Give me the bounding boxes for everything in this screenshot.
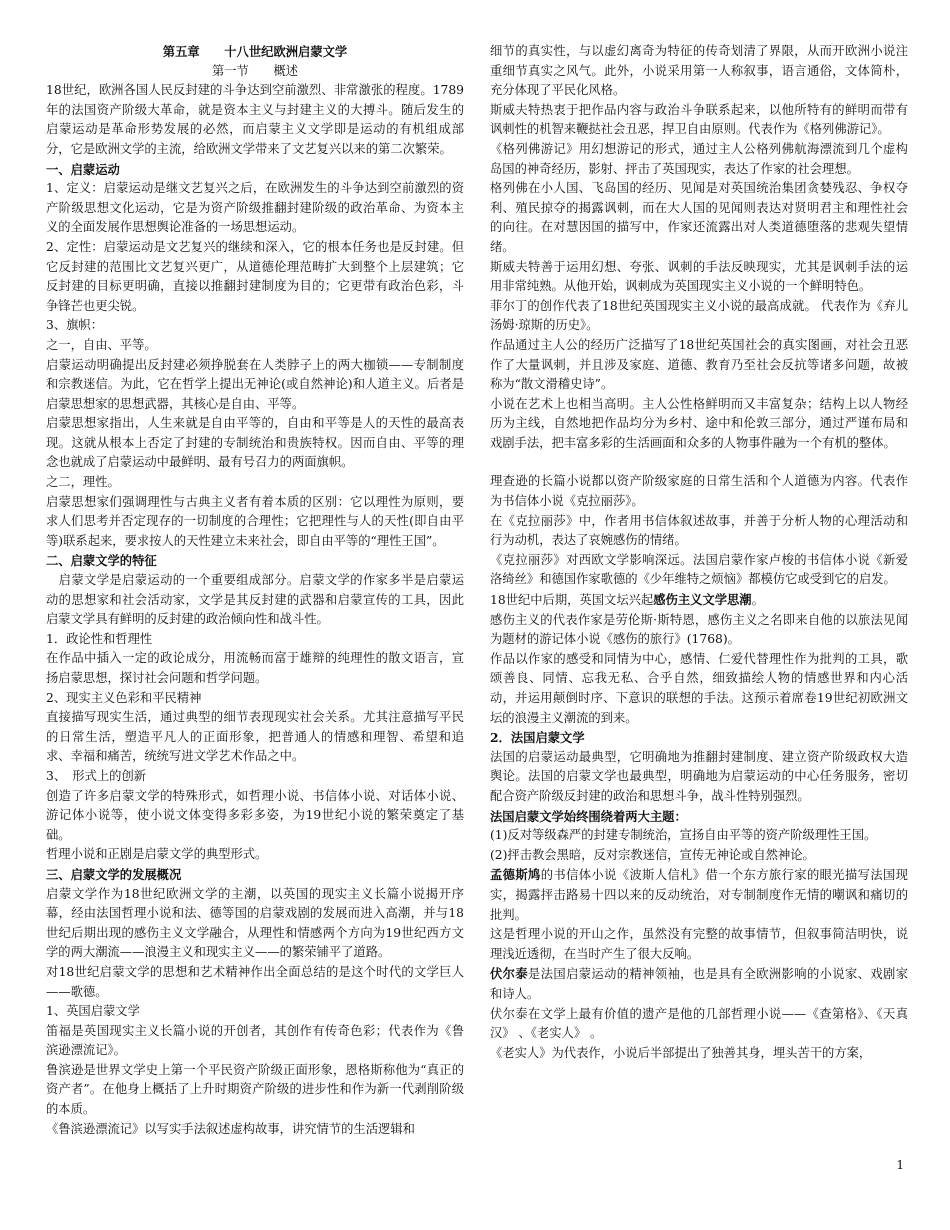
paragraph: 3、 形式上的创新: [46, 768, 147, 783]
paragraph: 启蒙运动明确提出反封建必须挣脱套在人类脖子上的两大枷锁——专制制度和宗教迷信。为此，它在哲学上提出无神论(或自然神论)和人道主义。后者是启蒙思想家的思想武器，其核心是自由、平等。: [46, 357, 464, 411]
paragraph: 1．政论性和哲理性: [46, 631, 153, 646]
paragraph: 感伤主义的代表作家是劳伦斯·斯特恩，感伤主义之名即来自他的以旅法见闻为题材的游记体小说《感伤的旅行》(1768)。: [490, 612, 908, 647]
heading: 二、启蒙文学的特征: [46, 553, 157, 569]
chapter-title: 第五章 十八世纪欧洲启蒙文学: [162, 44, 348, 59]
sentiment-prefix: 18世纪中后期，英国文坛兴起: [490, 593, 654, 608]
paragraph: 1、英国启蒙文学: [46, 1004, 140, 1019]
paragraph: 这是哲理小说的开山之作，虽然没有完整的故事情节，但叙事简洁明快，说理浅近透彻，在当时产生了很大反响。: [490, 927, 908, 961]
paragraph: 创造了许多启蒙文学的特殊形式，如哲理小说、书信体小说、对话体小说、游记体小说等，使小说文体变得多彩多姿，为19世纪小说的繁荣奠定了基础。: [46, 788, 464, 842]
paragraph: 小说在艺术上也相当高明。主人公性格鲜明而又丰富复杂；结构上以人物经历为主线，自然地把作品均分为乡村、途中和伦敦三部分，通过严谨布局和戏剧手法，把丰富多彩的生活画面和众多的人物事件融为一个有机的整体。: [490, 396, 908, 450]
paragraph: (1)反对等级森严的封建专制统治，宣扬自由平等的资产阶级理性王国。: [490, 828, 877, 843]
paragraph: 细节的真实性，与以虚幻离奇为特征的传奇划清了界限，从而开欧洲小说注重细节真实之风气。此外，小说采用第一人称叙事，语言通俗，文体简朴，充分体现了平民化风格。: [490, 44, 908, 98]
paragraph: 启蒙思想家指出，人生来就是自由平等的，自由和平等是人的天性的最高表现。这就从根本上否定了封建的专制统治和贵族特权。因而自由、平等的理念也就成了启蒙运动中最鲜明、最有号召力的两面旗帜。: [46, 416, 464, 470]
paragraph: 18世纪，欧洲各国人民反封建的斗争达到空前激烈、非常激张的程度。1789年的法国资产阶级大革命，就是资本主义与封建主义的大搏斗。随后发生的启蒙运动是革命形势发展的必然，而启蒙主义文学即是运动的有机组成部分，它是欧洲文学的主流，给欧洲文学带来了文艺复兴以来的第二次繁荣。: [46, 83, 464, 156]
paragraph: 作品通过主人公的经历广泛描写了18世纪英国社会的真实图画，对社会丑恶作了大量讽刺，并且涉及家庭、道德、教育乃至社会反抗等诸多问题，故被称为“散文滑稽史诗”。: [490, 337, 908, 392]
paragraph: 3、旗帜：: [46, 318, 104, 333]
heading: 三、启蒙文学的发展概况: [46, 866, 182, 882]
paragraph: 法国的启蒙运动最典型，它明确地为推翻封建制度、建立资产阶级政权大造舆论。法国的启蒙文学也最典型，明确地为启蒙运动的中心任务服务，密切配合资产阶级反封建的政治和思想斗争，战斗性特别强烈。: [490, 749, 908, 803]
sentiment-suffix: 。: [751, 593, 764, 608]
paragraph: 理查逊的长篇小说都以资产阶级家庭的日常生活和个人道德为内容。代表作为书信体小说《克拉丽莎》。: [490, 474, 908, 509]
paragraph: (2)抨击教会黑暗，反对宗教迷信，宣传无神论或自然神论。: [490, 847, 815, 862]
paragraph: [490, 865, 908, 925]
paragraph: 之二，理性。: [46, 475, 120, 490]
paragraph: 笛福是英国现实主义长篇小说的开创者，其创作有传奇色彩；代表作为《鲁滨逊漂流记》。: [46, 1023, 464, 1058]
paragraph: 《格列佛游记》用幻想游记的形式，通过主人公格列佛航海漂流到几个虚构岛国的神奇经历，影射、抨击了英国现实，表达了作家的社会理想。: [490, 141, 908, 176]
paragraph: 启蒙思想家们强调理性与古典主义者有着本质的区别：它以理性为原则，要求人们思考并否定现存的一切制度的合理性；它把理性与人的天性(即自由平等)联系起来，要求按人的天性建立未来社会，即自由平等的“理性王国”。: [46, 494, 464, 548]
paragraph: 格列佛在小人国、飞岛国的经历、见闻是对英国统治集团贪婪残忍、争权夺利、殖民掠夺的揭露讽刺，而在大人国的见闻则表达对贤明君主和理性社会的向往。在对慧因国的描写中，作家还流露出对人类道德堕落的悲观失望情绪。: [490, 181, 908, 254]
paragraph: 伏尔泰在文学上最有价值的遗产是他的几部哲理小说——《查第格》、《天真汉》 、《老实人》 。: [490, 1006, 908, 1041]
paragraph: 哲理小说和正剧是启蒙文学的典型形式。: [46, 847, 268, 862]
paragraph: 1、定义：启蒙运动是继文艺复兴之后，在欧洲发生的斗争达到空前激烈的资产阶级思想文化运动，它是为资产阶级推翻封建阶级的政治革命、为资本主义的全面发展作思想舆论准备的一场思想运动。: [46, 181, 464, 235]
heading: 2．法国启蒙文学: [490, 730, 585, 746]
paragraph: [490, 964, 908, 1004]
paragraph: 在作品中插入一定的政论成分，用流畅而富于雄辩的纯理性的散文语言，宣扬启蒙思想，探讨社会问题和哲学问题。: [46, 651, 464, 685]
paragraph: 之一，自由、平等。: [46, 337, 157, 352]
author-name: 孟德斯鸠: [490, 867, 541, 883]
paragraph: 菲尔丁的创作代表了18世纪英国现实主义小说的最高成就。 代表作为《弃儿汤姆·琼斯的历史》。: [490, 298, 908, 333]
page-number: 1: [896, 1158, 904, 1172]
paragraph: 直接描写现实生活，通过典型的细节表现现实社会关系。尤其注意描写平民的日常生活，塑造平凡人的正面形象，把普通人的情感和理智、希望和追求、幸福和痛苦，统统写进文学艺术作品之中。: [46, 710, 464, 764]
paragraph: 在《克拉丽莎》中，作者用书信体叙述故事，并善于分析人物的心理活动和行为动机，表达了哀婉感伤的情绪。: [490, 513, 908, 548]
paragraph: 《老实人》为代表作，小说后半部提出了独善其身，埋头苦干的方案，: [490, 1045, 872, 1060]
paragraph-gap: [490, 453, 908, 472]
paragraph: 启蒙文学是启蒙运动的一个重要组成部分。启蒙文学的作家多半是启蒙运动的思想家和社会活动家，文学是其反封建的武器和启蒙宣传的工具，因此启蒙文学具有鲜明的反封建的政治倾向性和战斗性。: [46, 573, 464, 627]
paragraph: 斯威夫特热衷于把作品内容与政治斗争联系起来，以他所特有的鲜明而带有讽刺性的机智来鞭挞社会丑恶，捍卫自由原则。代表作为《格列佛游记》。: [490, 102, 908, 137]
paragraph: 作品以作家的感受和同情为中心，感情、仁爱代替理性作为批判的工具，歌颂善良、同情、忘我无私、合乎自然，细致描绘人物的情感世界和内心活动，并运用颠倒时序、下意识的联想的手法。这预示着席卷19世纪初欧洲文坛的浪漫主义潮流的到来。: [490, 651, 908, 725]
right-column: [490, 42, 908, 1063]
paragraph: 对18世纪启蒙文学的思想和艺术精神作出全面总结的是这个时代的文学巨人——歌德。: [46, 964, 464, 999]
heading: 一、启蒙运动: [46, 161, 120, 177]
sentiment-term: 感伤主义文学思潮: [653, 592, 752, 608]
paragraph: [490, 590, 908, 611]
paragraph: 《克拉丽莎》对西欧文学影响深远。法国启蒙作家卢梭的书信体小说《新爱洛绮丝》和德国作家歌德的《少年维特之烦恼》都模仿它或受到它的启发。: [490, 552, 908, 587]
paragraph: 2、定性：启蒙运动是文艺复兴的继续和深入，它的根本任务也是反封建。但它反封建的范围比文艺复兴更广，从道德伦理范畴扩大到整个上层建筑；它反封建的目标更明确，直接以推翻封建制度为目的；它更带有政治色彩，斗争锋芒也更尖锐。: [46, 239, 464, 313]
paragraph: 《鲁滨逊漂流记》以写实手法叙述虚构故事，讲究情节的生活逻辑和: [46, 1121, 415, 1136]
paragraph: 启蒙文学作为18世纪欧洲文学的主潮，以英国的现实主义长篇小说揭开序幕，经由法国哲理小说和法、德等国的启蒙戏剧的发展而进入高潮，并与18世纪后期出现的感伤主义文学融合，从理性和情感两个方向为19世纪西方文学的两大潮流——浪漫主义和现实主义——的繁荣铺平了道路。: [46, 886, 464, 960]
paragraph: 2、现实主义色彩和平民精神: [46, 690, 202, 705]
paragraph: 斯威夫特善于运用幻想、夸张、讽刺的手法反映现实，尤其是讽刺手法的运用非常纯熟。从他开始，讽刺成为英国现实主义小说的一个鲜明特色。: [490, 259, 908, 294]
paragraph: 鲁滨逊是世界文学史上第一个平民资产阶级正面形象，恩格斯称他为“真正的资产者”。在他身上概括了上升时期资产阶级的进步性和作为新一代剥削阶级的本质。: [46, 1062, 464, 1117]
heading: 法国启蒙文学始终围绕着两大主题：: [490, 808, 687, 824]
author-text: 是法国启蒙运动的精神领袖，也是具有全欧洲影响的小说家、戏剧家和诗人。: [490, 967, 908, 1001]
author-name: 伏尔泰: [490, 966, 529, 982]
left-column: [46, 42, 464, 1139]
section-title: 第一节 概述: [211, 63, 299, 78]
author-text: 的书信体小说《波斯人信札》借一个东方旅行家的眼光描写法国现实，揭露抨击路易十四以来的反动统治，对专制制度作无情的嘲讽和痛切的批判。: [490, 868, 908, 922]
